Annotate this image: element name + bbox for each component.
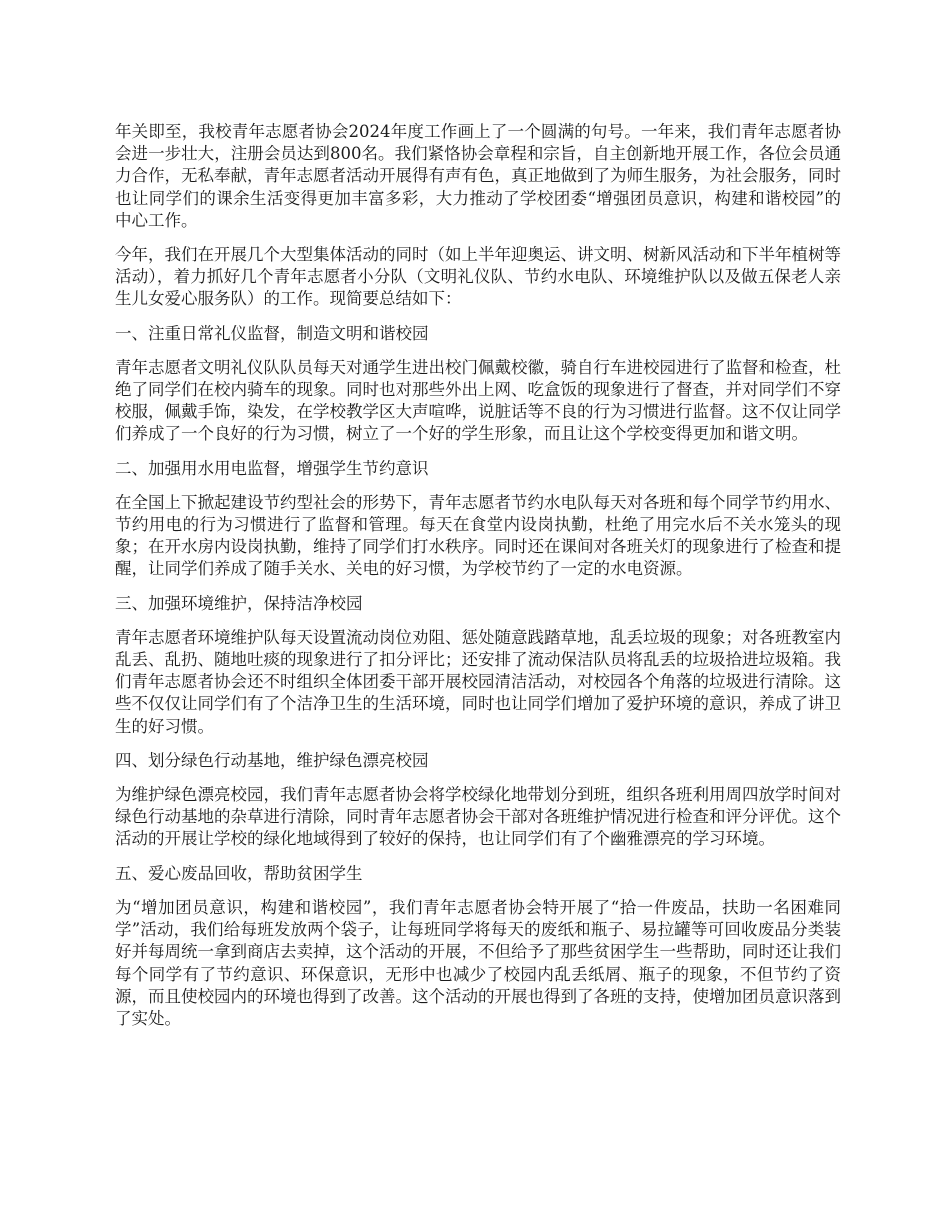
section-body-1: 青年志愿者文明礼仪队队员每天对通学生进出校门佩戴校徽，骑自行车进校园进行了监督和检查，杜绝了同学们在校内骑车的现象。同时也对那些外出上网、吃盒饭的现象进行了督查，并对同学们不穿校服，佩戴手饰，染发，在学校教学区大声喧哗，说脏话等不良的行为习惯进行监督。这不仅让同学们养成了一个良好的行为习惯，树立了一个好的学生形象，而且让这个学校变得更加和谐文明。 bbox=[115, 357, 841, 444]
intro-paragraph-1: 年关即至，我校青年志愿者协会2024年度工作画上了一个圆满的句号。一年来，我们青年志愿者协会进一步壮大，注册会员达到800名。我们紧恪协会章程和宗旨，自主创新地开展工作，各位会员通力合作，无私奉献，青年志愿者活动开展得有声有色，真正地做到了为师生服务，为社会服务，同时也让同学们的课余生活变得更加丰富多彩，大力推动了学校团委“增强团员意识，构建和谐校园”的中心工作。 bbox=[115, 122, 841, 230]
document-page bbox=[115, 121, 841, 1042]
section-body-5: 为“增加团员意识，构建和谐校园”，我们青年志愿者协会特开展了“拾一件废品，扶助一名困难同学”活动，我们给每班发放两个袋子，让每班同学将每天的废纸和瓶子、易拉罐等可回收废品分类装好并每周统一拿到商店去卖掉，这个活动的开展，不但给予了那些贫困学生一些帮助，同时还让我们每个同学有了节约意识、环保意识，无形中也减少了校园内乱丢纸屑、瓶子的现象，不但节约了资源，而且使校园内的环境也得到了改善。这个活动的开展也得到了各班的支持，使增加团员意识落到了实处。 bbox=[115, 897, 841, 1028]
section-body-2: 在全国上下掀起建设节约型社会的形势下，青年志愿者节约水电队每天对各班和每个同学节约用水、节约用电的行为习惯进行了监督和管理。每天在食堂内设岗执勤，杜绝了用完水后不关水笼头的现象；在开水房内设岗执勤，维持了同学们打水秩序。同时还在课间对各班关灯的现象进行了检查和提醒，让同学们养成了随手关水、关电的好习惯，为学校节约了一定的水电资源。 bbox=[115, 492, 841, 579]
section-body-3: 青年志愿者环境维护队每天设置流动岗位劝阻、惩处随意践踏草地，乱丢垃圾的现象；对各班教室内乱丢、乱扔、随地吐痰的现象进行了扣分评比；还安排了流动保洁队员将乱丢的垃圾拾进垃圾箱。我们青年志愿者协会还不时组织全体团委干部开展校园清洁活动，对校园各个角落的垃圾进行清除。这些不仅仅让同学们有了个洁净卫生的生活环境，同时也让同学们增加了爱护环境的意识，养成了讲卫生的好习惯。 bbox=[115, 627, 841, 736]
section-heading-1: 一、注重日常礼仪监督，制造文明和谐校园 bbox=[115, 323, 429, 343]
section-body-4: 为维护绿色漂亮校园，我们青年志愿者协会将学校绿化地带划分到班，组织各班利用周四放学时间对绿色行动基地的杂草进行清除，同时青年志愿者协会干部对各班维护情况进行检查和评分评优。这个活动的开展让学校的绿化地域得到了较好的保持，也让同学们有了个幽雅漂亮的学习环境。 bbox=[115, 785, 841, 849]
intro-paragraph-2: 今年，我们在开展几个大型集体活动的同时（如上半年迎奥运、讲文明、树新风活动和下半年植树等活动），着力抓好几个青年志愿者小分队（文明礼仪队、节约水电队、环境维护队以及做五保老人亲生儿女爱心服务队）的工作。现简要总结如下： bbox=[115, 245, 841, 309]
section-heading-4: 四、划分绿色行动基地，维护绿色漂亮校园 bbox=[115, 750, 429, 770]
section-heading-5: 五、爱心废品回收，帮助贫困学生 bbox=[115, 863, 363, 883]
section-heading-2: 二、加强用水用电监督，增强学生节约意识 bbox=[115, 458, 429, 478]
section-heading-3: 三、加强环境维护，保持洁净校园 bbox=[115, 593, 363, 613]
